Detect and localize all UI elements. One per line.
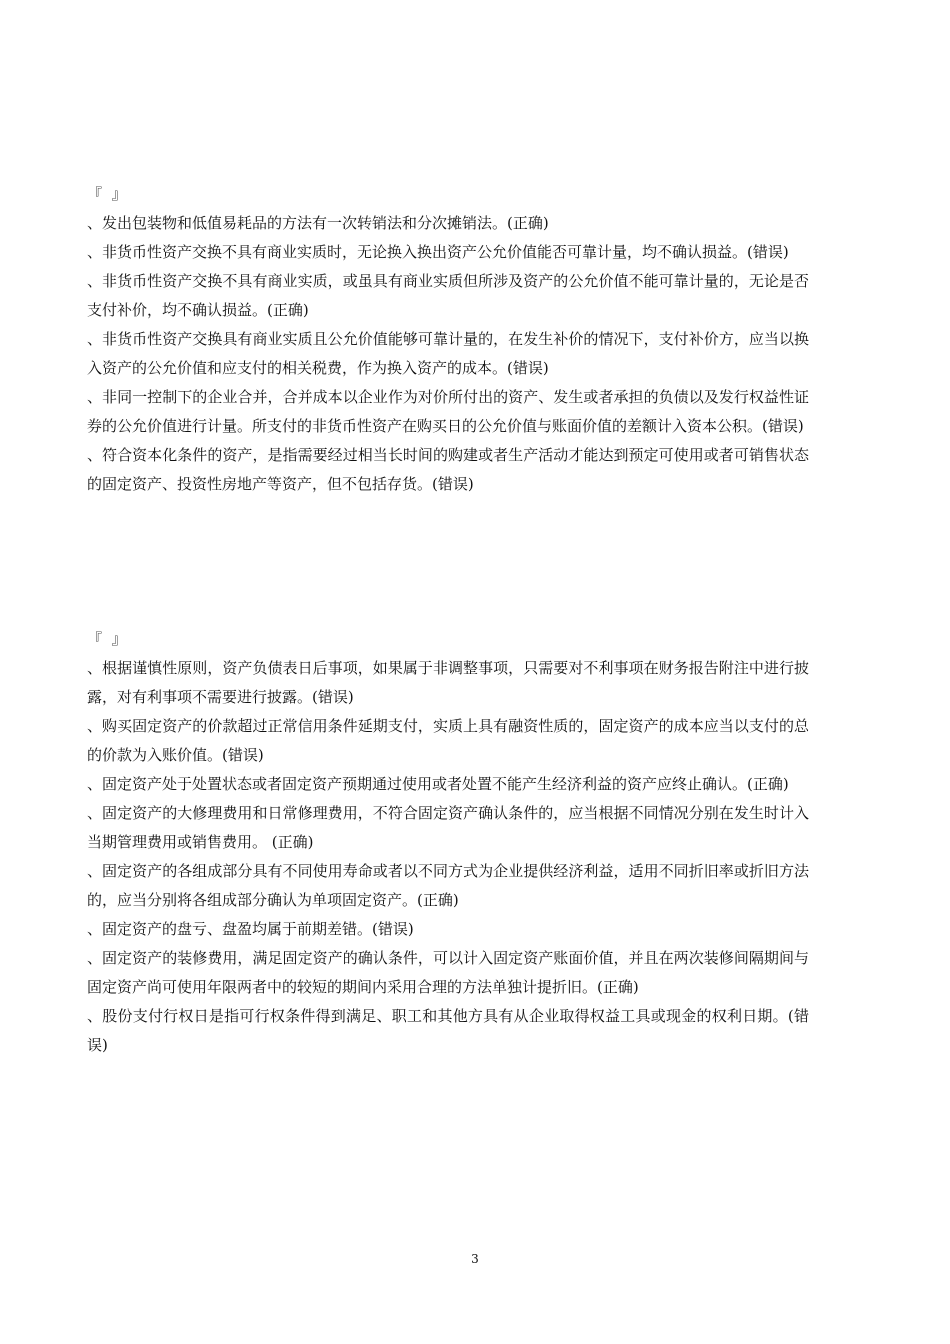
list-item: 、符合资本化条件的资产，是指需要经过相当长时间的购建或者生产活动才能达到预定可使用或者可销售状态的固定资产、投资性房地产等资产，但不包括存货。(错误)	[87, 446, 809, 493]
list-item: 、发出包装物和低值易耗品的方法有一次转销法和分次摊销法。(正确)	[87, 214, 549, 232]
list-item: 、非货币性资产交换不具有商业实质时，无论换入换出资产公允价值能否可靠计量，均不确认损益。(错误)	[87, 243, 789, 261]
section-bracket: 『 』	[87, 630, 127, 648]
list-item: 、固定资产处于处置状态或者固定资产预期通过使用或者处置不能产生经济利益的资产应终止确认。(正确)	[87, 775, 789, 793]
list-item: 、固定资产的各组成部分具有不同使用寿命或者以不同方式为企业提供经济利益，适用不同折旧率或折旧方法的，应当分别将各组成部分确认为单项固定资产。(正确)	[87, 862, 809, 909]
list-item: 、非货币性资产交换具有商业实质且公允价值能够可靠计量的，在发生补价的情况下，支付补价方，应当以换入资产的公允价值和应支付的相关税费，作为换入资产的成本。(错误)	[87, 330, 809, 377]
question-section-1	[87, 180, 809, 499]
list-item: 、非同一控制下的企业合并，合并成本以企业作为对价所付出的资产、发生或者承担的负债以及发行权益性证券的公允价值进行计量。所支付的非货币性资产在购买日的公允价值与账面价值的差额计入资本公积。(错误)	[87, 388, 809, 435]
list-item: 、固定资产的大修理费用和日常修理费用，不符合固定资产确认条件的，应当根据不同情况分别在发生时计入当期管理费用或销售费用。 (正确)	[87, 804, 809, 851]
section-bracket: 『 』	[87, 185, 127, 203]
list-item: 、股份支付行权日是指可行权条件得到满足、职工和其他方具有从企业取得权益工具或现金的权利日期。(错误)	[87, 1007, 809, 1054]
list-item: 、固定资产的装修费用，满足固定资产的确认条件，可以计入固定资产账面价值，并且在两次装修间隔期间与固定资产尚可使用年限两者中的较短的期间内采用合理的方法单独计提折旧。(正确)	[87, 949, 809, 996]
list-item: 、根据谨慎性原则，资产负债表日后事项，如果属于非调整事项，只需要对不利事项在财务报告附注中进行披露，对有利事项不需要进行披露。(错误)	[87, 659, 809, 706]
list-item: 、非货币性资产交换不具有商业实质，或虽具有商业实质但所涉及资产的公允价值不能可靠计量的，无论是否支付补价，均不确认损益。(正确)	[87, 272, 809, 319]
question-section-2	[87, 625, 809, 1060]
page-number: 3	[471, 1252, 479, 1266]
list-item: 、购买固定资产的价款超过正常信用条件延期支付，实质上具有融资性质的，固定资产的成本应当以支付的总的价款为入账价值。(错误)	[87, 717, 809, 764]
list-item: 、固定资产的盘亏、盘盈均属于前期差错。(错误)	[87, 920, 414, 938]
